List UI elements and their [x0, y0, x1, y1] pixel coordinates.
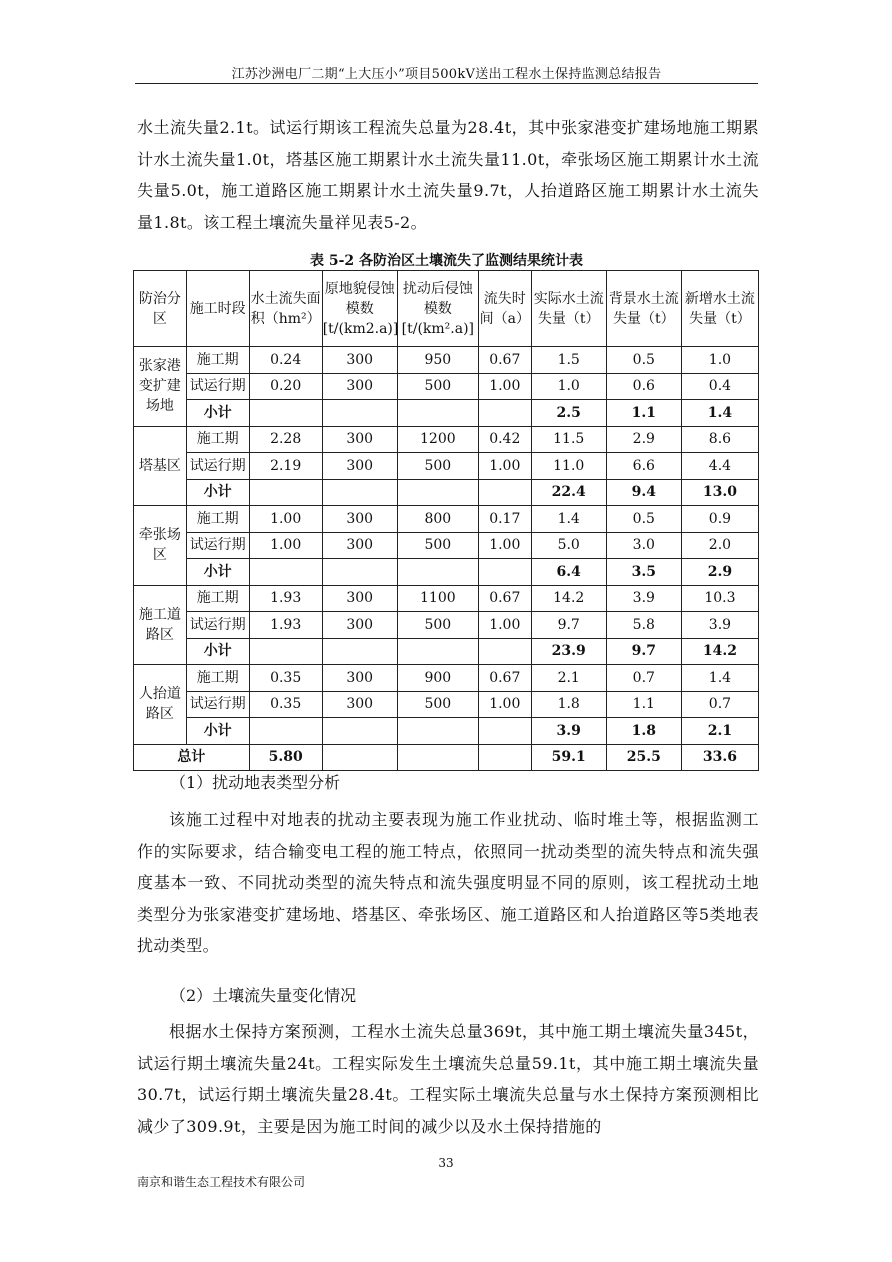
orig-cell: 300 [322, 453, 397, 480]
subtotal-actual: 2.5 [531, 400, 606, 427]
time-cell: 1.00 [478, 612, 531, 639]
total-actual: 59.1 [531, 744, 606, 771]
empty-cell [397, 559, 478, 586]
period-cell: 施工期 [186, 506, 249, 533]
time-cell: 0.67 [478, 665, 531, 692]
new-cell: 0.4 [681, 373, 758, 400]
orig-cell: 300 [322, 532, 397, 559]
subtotal-row [134, 400, 759, 427]
col-background-loss: 背景水土流失量（t） [606, 271, 681, 347]
subtotal-row [134, 638, 759, 665]
empty-cell [478, 479, 531, 506]
actual-cell: 1.5 [531, 347, 606, 374]
subtotal-new: 1.4 [681, 400, 758, 427]
area-cell: 0.35 [249, 691, 322, 718]
area-cell: 1.93 [249, 585, 322, 612]
area-cell: 1.00 [249, 506, 322, 533]
period-cell: 施工期 [186, 426, 249, 453]
time-cell: 0.67 [478, 585, 531, 612]
subtotal-label: 小计 [186, 479, 249, 506]
after-cell: 500 [397, 612, 478, 639]
col-orig-modulus: 原地貌侵蚀模数[t/(km2.a)] [322, 271, 397, 347]
period-cell: 试运行期 [186, 612, 249, 639]
subtotal-row [134, 559, 759, 586]
subtotal-row [134, 479, 759, 506]
bg-cell: 3.9 [606, 585, 681, 612]
empty-cell [322, 638, 397, 665]
time-cell: 1.00 [478, 691, 531, 718]
new-cell: 1.4 [681, 665, 758, 692]
period-cell: 施工期 [186, 347, 249, 374]
period-cell: 试运行期 [186, 373, 249, 400]
total-area: 5.80 [249, 744, 322, 771]
bg-cell: 0.7 [606, 665, 681, 692]
table-row [134, 665, 759, 692]
area-cell: 0.24 [249, 347, 322, 374]
paragraph-2-text: 该施工过程中对地表的扰动主要表现为施工作业扰动、临时堆土等，根据监测工作的实际要求，结合输变电工程的施工特点，依照同一扰动类型的流失特点和流失强度基本一致、不同扰动类型的流失特点和流失强度明显不同的原则，该工程扰动土地类型分为张家港变扩建场地、塔基区、牵张场区、施工道路区和人抬道路区等5类地表扰动类型。 [137, 810, 759, 955]
after-cell: 1200 [397, 426, 478, 453]
new-cell: 2.0 [681, 532, 758, 559]
empty-cell [249, 559, 322, 586]
bg-cell: 0.6 [606, 373, 681, 400]
empty-cell [397, 718, 478, 745]
orig-cell: 300 [322, 612, 397, 639]
total-bg: 25.5 [606, 744, 681, 771]
new-cell: 0.9 [681, 506, 758, 533]
after-cell: 500 [397, 532, 478, 559]
orig-cell: 300 [322, 506, 397, 533]
subtotal-actual: 3.9 [531, 718, 606, 745]
subtotal-bg: 3.5 [606, 559, 681, 586]
paragraph-1 [137, 112, 759, 238]
empty-cell [478, 559, 531, 586]
subtotal-label: 小计 [186, 718, 249, 745]
empty-cell [397, 479, 478, 506]
orig-cell: 300 [322, 665, 397, 692]
time-cell: 1.00 [478, 453, 531, 480]
bg-cell: 5.8 [606, 612, 681, 639]
paragraph-3-text: 根据水土保持方案预测，工程水土流失总量369t，其中施工期土壤流失量345t，试运行期土壤流失量24t。工程实际发生土壤流失总量59.1t，其中施工期土壤流失量30.7t，试运行期土壤流失量28.4t。工程实际土壤流失总量与水土保持方案预测相比减少了309.9t，主要是因为施工时间的减少以及水土保持措施的 [137, 1022, 759, 1136]
area-cell: 1.00 [249, 532, 322, 559]
empty-cell [478, 718, 531, 745]
table-row [134, 347, 759, 374]
subtotal-new: 13.0 [681, 479, 758, 506]
col-time: 流失时间（a） [478, 271, 531, 347]
subtotal-new: 2.1 [681, 718, 758, 745]
zone-cell: 塔基区 [134, 426, 187, 506]
table-caption: 表 5-2 各防治区土壤流失了监测结果统计表 [309, 253, 584, 269]
table-row [134, 426, 759, 453]
empty-cell [322, 744, 397, 771]
area-cell: 2.28 [249, 426, 322, 453]
running-header: 江苏沙洲电厂二期“上大压小”项目500kV送出工程水土保持监测总结报告 [231, 67, 662, 82]
empty-cell [322, 718, 397, 745]
total-new: 33.6 [681, 744, 758, 771]
after-cell: 800 [397, 506, 478, 533]
subtotal-bg: 9.7 [606, 638, 681, 665]
subtotal-row [134, 718, 759, 745]
bg-cell: 0.5 [606, 347, 681, 374]
new-cell: 10.3 [681, 585, 758, 612]
subtotal-actual: 22.4 [531, 479, 606, 506]
area-cell: 0.20 [249, 373, 322, 400]
bg-cell: 3.0 [606, 532, 681, 559]
empty-cell [322, 559, 397, 586]
bg-cell: 2.9 [606, 426, 681, 453]
actual-cell: 14.2 [531, 585, 606, 612]
after-cell: 950 [397, 347, 478, 374]
time-cell: 0.42 [478, 426, 531, 453]
section-heading-1: （1）扰动地表类型分析 [170, 773, 341, 792]
period-cell: 试运行期 [186, 532, 249, 559]
bg-cell: 6.6 [606, 453, 681, 480]
empty-cell [397, 638, 478, 665]
soil-loss-table [133, 270, 759, 771]
empty-cell [249, 400, 322, 427]
empty-cell [478, 744, 531, 771]
new-cell: 8.6 [681, 426, 758, 453]
col-new-loss: 新增水土流失量（t） [681, 271, 758, 347]
empty-cell [397, 744, 478, 771]
new-cell: 1.0 [681, 347, 758, 374]
col-after-modulus: 扰动后侵蚀模数[t/(km².a)] [397, 271, 478, 347]
table-header-row [134, 271, 759, 347]
actual-cell: 1.0 [531, 373, 606, 400]
actual-cell: 5.0 [531, 532, 606, 559]
orig-cell: 300 [322, 347, 397, 374]
period-cell: 试运行期 [186, 453, 249, 480]
subtotal-bg: 1.1 [606, 400, 681, 427]
after-cell: 900 [397, 665, 478, 692]
subtotal-actual: 6.4 [531, 559, 606, 586]
empty-cell [397, 400, 478, 427]
subtotal-new: 2.9 [681, 559, 758, 586]
time-cell: 0.17 [478, 506, 531, 533]
after-cell: 1100 [397, 585, 478, 612]
page-number: 33 [438, 1156, 454, 1170]
company-name: 南京和谐生态工程技术有限公司 [137, 1175, 306, 1189]
area-cell: 2.19 [249, 453, 322, 480]
paragraph-2 [137, 804, 759, 962]
subtotal-new: 14.2 [681, 638, 758, 665]
paragraph-1-text: 水土流失量2.1t。试运行期该工程流失总量为28.4t，其中张家港变扩建场地施工期累计水土流失量1.0t，塔基区施工期累计水土流失量11.0t，牵张场区施工期累计水土流失量5.0t，施工道路区施工期累计水土流失量9.7t，人抬道路区施工期累计水土流失量1.8t。该工程土壤流失量祥见表5-2。 [137, 118, 759, 232]
zone-cell: 人抬道路区 [134, 665, 187, 745]
period-cell: 施工期 [186, 665, 249, 692]
actual-cell: 2.1 [531, 665, 606, 692]
col-area: 水土流失面积（hm²） [249, 271, 322, 347]
zone-cell: 施工道路区 [134, 585, 187, 665]
after-cell: 500 [397, 453, 478, 480]
time-cell: 1.00 [478, 373, 531, 400]
paragraph-3 [137, 1016, 759, 1142]
orig-cell: 300 [322, 585, 397, 612]
new-cell: 3.9 [681, 612, 758, 639]
actual-cell: 9.7 [531, 612, 606, 639]
empty-cell [249, 638, 322, 665]
table-row [134, 585, 759, 612]
period-cell: 试运行期 [186, 691, 249, 718]
after-cell: 500 [397, 373, 478, 400]
empty-cell [249, 718, 322, 745]
period-cell: 施工期 [186, 585, 249, 612]
area-cell: 1.93 [249, 612, 322, 639]
bg-cell: 1.1 [606, 691, 681, 718]
empty-cell [322, 400, 397, 427]
time-cell: 0.67 [478, 347, 531, 374]
subtotal-label: 小计 [186, 559, 249, 586]
actual-cell: 1.8 [531, 691, 606, 718]
subtotal-label: 小计 [186, 638, 249, 665]
col-zone: 防治分区 [134, 271, 187, 347]
subtotal-bg: 9.4 [606, 479, 681, 506]
actual-cell: 1.4 [531, 506, 606, 533]
empty-cell [478, 638, 531, 665]
total-label: 总计 [134, 744, 250, 771]
empty-cell [478, 400, 531, 427]
new-cell: 4.4 [681, 453, 758, 480]
orig-cell: 300 [322, 691, 397, 718]
zone-cell: 牵张场区 [134, 506, 187, 586]
section-heading-2: （2）土壤流失量变化情况 [170, 986, 357, 1005]
table-row [134, 532, 759, 559]
header-rule [135, 83, 758, 84]
area-cell: 0.35 [249, 665, 322, 692]
empty-cell [322, 479, 397, 506]
bg-cell: 0.5 [606, 506, 681, 533]
orig-cell: 300 [322, 426, 397, 453]
table-row [134, 373, 759, 400]
actual-cell: 11.0 [531, 453, 606, 480]
subtotal-bg: 1.8 [606, 718, 681, 745]
total-row [134, 744, 759, 771]
table-row [134, 506, 759, 533]
subtotal-label: 小计 [186, 400, 249, 427]
col-period: 施工时段 [186, 271, 249, 347]
new-cell: 0.7 [681, 691, 758, 718]
zone-cell: 张家港变扩建场地 [134, 347, 187, 427]
col-actual-loss: 实际水土流失量（t） [531, 271, 606, 347]
after-cell: 500 [397, 691, 478, 718]
orig-cell: 300 [322, 373, 397, 400]
subtotal-actual: 23.9 [531, 638, 606, 665]
table-row [134, 691, 759, 718]
actual-cell: 11.5 [531, 426, 606, 453]
table-row [134, 453, 759, 480]
time-cell: 1.00 [478, 532, 531, 559]
empty-cell [249, 479, 322, 506]
table-row [134, 612, 759, 639]
